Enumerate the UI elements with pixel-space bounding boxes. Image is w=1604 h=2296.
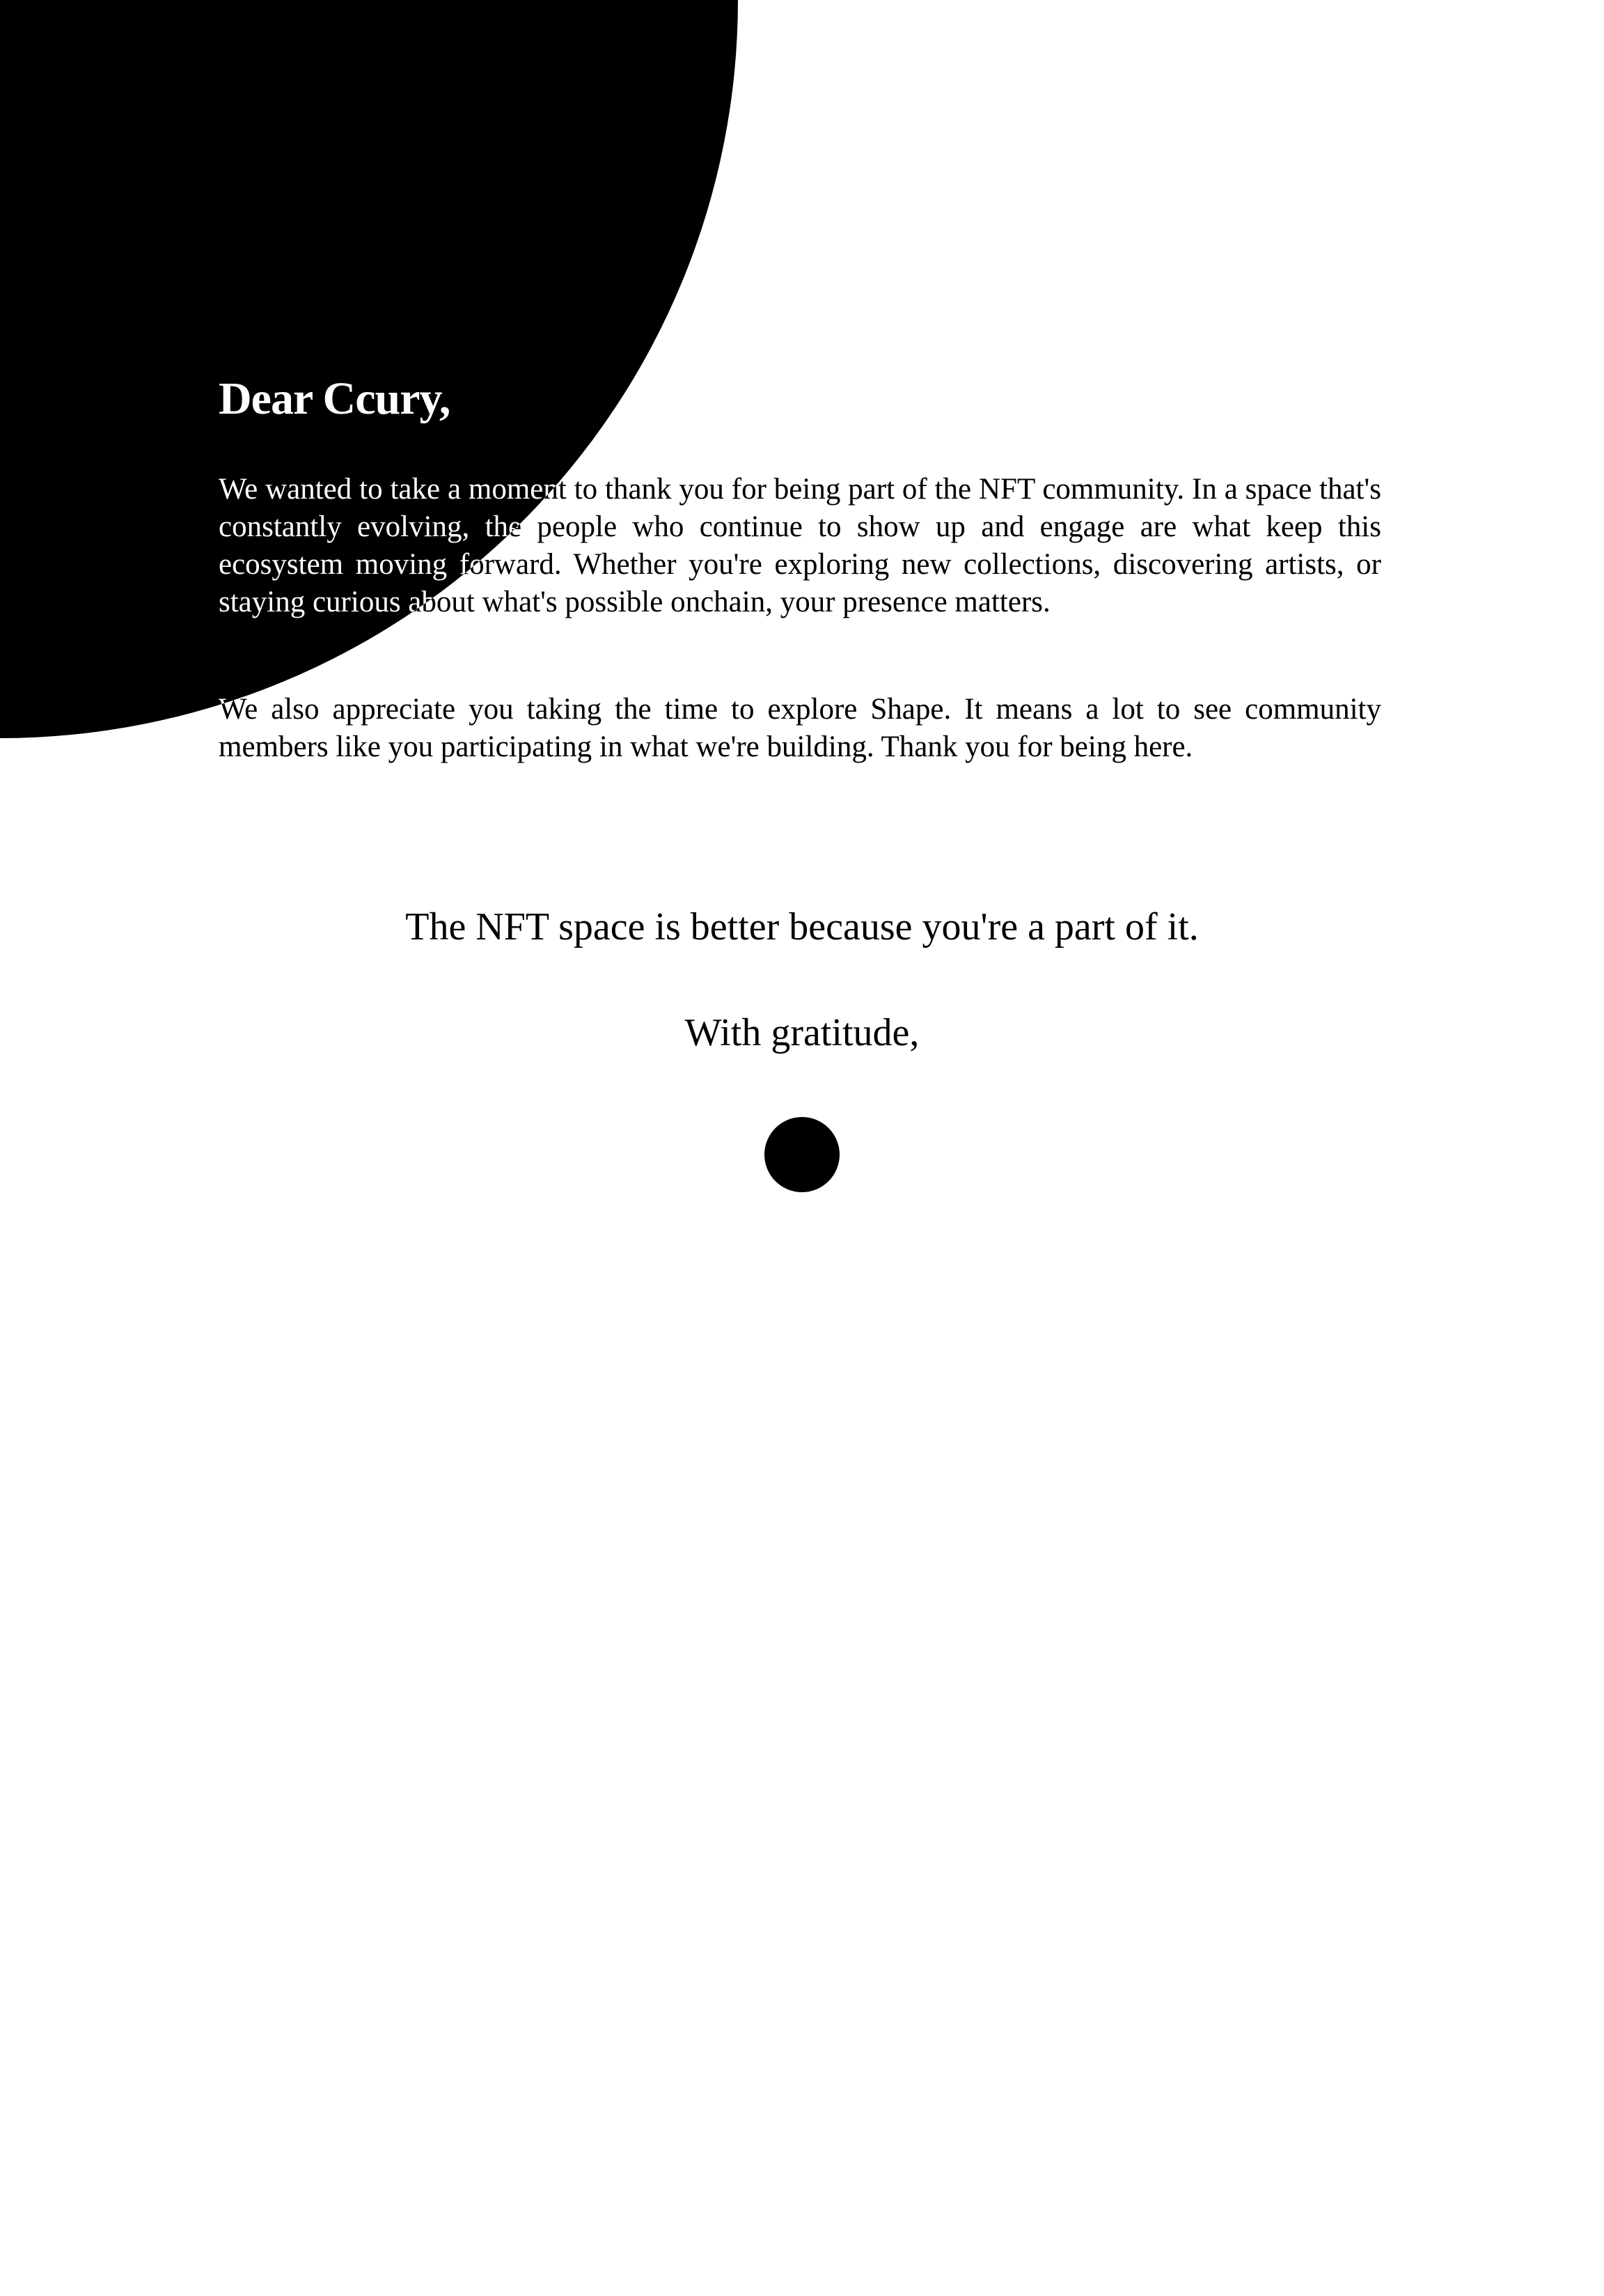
letter-signoff: With gratitude, xyxy=(684,1011,920,1054)
letter-paragraph-2: We also appreciate you taking the time to explore Shape. It means a lot to see community members like you participating in what we're building. Thank you for being here. xyxy=(219,693,1381,763)
letter-paragraph-1: We wanted to take a moment to thank you for being part of the NFT community. In a space that's constantly evolving, the people who continue to show up and engage are what keep this ecosystem moving forward. Whether you're exploring new collections, discovering artists, or staying curious about what's possible onchain, your presence matters. xyxy=(219,473,1381,618)
signature-dot-icon xyxy=(764,1117,840,1192)
closing-statement: The NFT space is better because you're a part of it. xyxy=(405,905,1199,948)
letter-greeting: Dear Ccury, xyxy=(219,373,450,424)
